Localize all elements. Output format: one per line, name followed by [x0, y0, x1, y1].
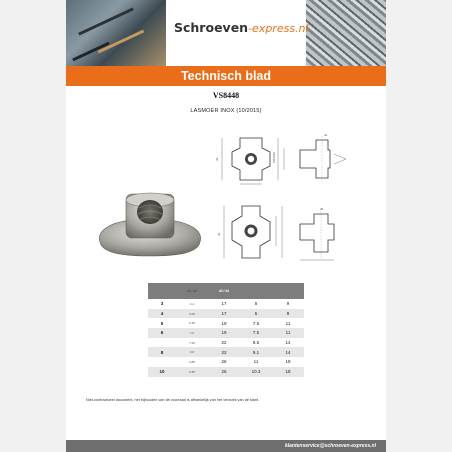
svg-text:d3: d3: [217, 232, 221, 236]
table-header-cell: [240, 283, 272, 299]
table-row: [148, 367, 304, 377]
table-header: [148, 283, 304, 299]
table-cell: 17: [221, 301, 227, 307]
drawing-front-view-top: [212, 128, 292, 190]
document-page: [66, 0, 386, 452]
table-cell: 19: [221, 330, 227, 336]
table-header-cell: d1 / d2: [186, 288, 198, 293]
table-header-cell: [148, 283, 176, 299]
table-row: [148, 338, 304, 348]
table-cell: 3: [160, 301, 164, 307]
svg-text:d4: d4: [320, 207, 324, 211]
header-band: [66, 0, 386, 66]
table-row: [148, 318, 304, 328]
product-subtitle: LASMOER INOX (10/2015): [190, 108, 262, 114]
table-cell: 6.25: [189, 321, 195, 326]
drawing-side-view-bottom: [294, 200, 354, 266]
table-cell: 17: [221, 311, 227, 317]
table-cell: 22: [221, 349, 227, 355]
table-cell: 9: [286, 301, 290, 307]
table-cell: 7.5: [252, 330, 260, 336]
svg-text:M3-M10: M3-M10: [272, 151, 276, 163]
table-cell: 7.5: [252, 320, 260, 326]
table-cell: 19: [221, 320, 227, 326]
table-cell: 5.05: [189, 311, 195, 316]
table-cell: 9.85: [189, 369, 195, 374]
table-cell: 7.62: [189, 340, 195, 345]
table-cell: 9.85: [189, 359, 195, 364]
table-cell: 18: [285, 359, 291, 365]
table-row: [148, 309, 304, 319]
table-cell: 14: [285, 340, 291, 346]
header-photo-tools: [66, 0, 166, 66]
brand-logo[interactable]: [174, 20, 309, 35]
table-cell: 10.3: [251, 369, 261, 375]
logo-accent-text: -express.nl: [248, 22, 309, 35]
table-row: [148, 357, 304, 367]
drawing-side-view-top: [294, 128, 354, 190]
logo-main-text: Schroeven: [174, 20, 249, 35]
drawing-front-view-bottom: [212, 200, 292, 266]
table-cell: 9.1: [252, 349, 260, 355]
table-cell: 4.4: [189, 301, 195, 306]
table-row: [148, 299, 304, 309]
table-cell: 26: [221, 369, 227, 375]
footer-bar: [66, 440, 386, 452]
page-title-banner: Technisch blad: [66, 66, 386, 86]
table-row: [148, 347, 304, 357]
table-cell: 6: [160, 330, 164, 336]
table-cell: 9: [286, 311, 290, 317]
footer-email-link[interactable]: klantenservice@schroeven-express.nl: [284, 443, 376, 449]
product-code: VS8448: [212, 91, 240, 100]
table-cell: 8: [160, 349, 164, 355]
table-cell: 11: [285, 320, 291, 326]
table-cell: 18: [285, 369, 291, 375]
table-body: [148, 299, 304, 377]
svg-text:d2: d2: [215, 157, 219, 161]
table-header-cell: d3 / d4: [218, 288, 230, 293]
disclaimer-note: Niet-contractueel document, het bijhouden van de voorraad is afhankelijk van het verzoek van de klant.: [86, 398, 260, 402]
product-photo: [92, 190, 208, 270]
dimension-table: [148, 283, 304, 377]
table-cell: 14: [285, 349, 291, 355]
svg-text:d1: d1: [324, 133, 328, 137]
table-cell: 4: [160, 311, 164, 317]
table-cell: 6: [254, 311, 258, 317]
table-cell: 11: [285, 330, 291, 336]
table-header-cell: [272, 283, 304, 299]
table-cell: 8.5: [252, 340, 260, 346]
table-cell: 22: [221, 340, 227, 346]
table-cell: 7.6: [189, 330, 195, 335]
header-photo-screws: [306, 0, 386, 66]
table-cell: 11: [253, 359, 259, 365]
table-cell: 9.8: [189, 350, 195, 355]
table-row: [148, 328, 304, 338]
table-cell: 5: [254, 301, 258, 307]
table-cell: 5: [160, 320, 164, 326]
table-cell: 10: [159, 369, 165, 375]
table-cell: 26: [221, 359, 227, 365]
